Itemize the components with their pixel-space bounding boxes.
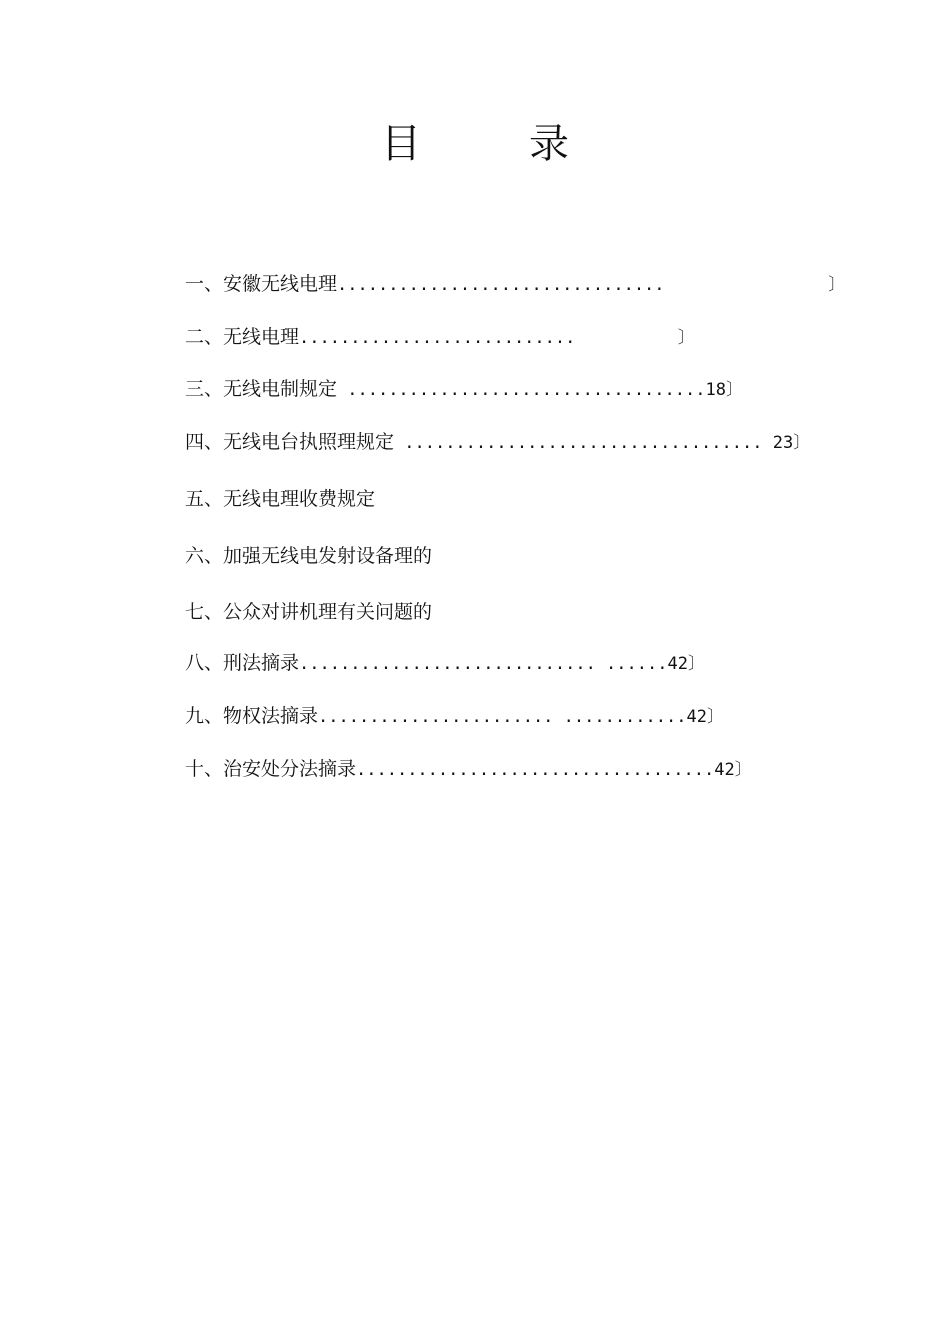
toc-entry-text: 一、安徽无线电理 (185, 273, 338, 295)
toc-entry-leader: ........................... (299, 328, 678, 348)
toc-entry-text: 五、无线电理收费规定 (185, 488, 376, 510)
toc-entry-leader: ................................... (394, 433, 773, 453)
toc-entry-leader: ............................. ...... (299, 654, 668, 674)
toc-entry-page: 42〕 (714, 760, 752, 780)
toc-entry-6[interactable] (185, 543, 432, 570)
toc-entry-page: 18〕 (705, 380, 743, 400)
toc-entry-7[interactable] (185, 599, 432, 626)
toc-entry-leader: ................................... (356, 760, 715, 780)
toc-entry-leader: ................................... (337, 380, 706, 400)
toc-entry-8[interactable] (185, 650, 705, 677)
toc-entry-page: 〕 (828, 275, 846, 295)
toc-entry-text: 二、无线电理 (185, 326, 300, 348)
toc-entry-page: 23〕 (772, 433, 811, 453)
toc-entry-leader: ....................... ............ (318, 707, 687, 727)
toc-entry-page: 〕 (677, 328, 695, 348)
toc-entry-text: 七、公众对讲机理有关问题的 (185, 601, 433, 623)
toc-entry-text: 三、无线电制规定 (185, 378, 338, 400)
toc-entry-3[interactable] (185, 376, 743, 403)
page-title: 目 录 (381, 121, 603, 167)
toc-entry-text: 六、加强无线电发射设备理的 (185, 545, 433, 567)
toc-entry-9[interactable] (185, 703, 724, 730)
toc-entry-2[interactable] (185, 324, 695, 351)
toc-entry-page: 42〕 (686, 707, 724, 727)
toc-entry-text: 四、无线电台执照理规定 (185, 431, 395, 453)
toc-entry-5[interactable] (185, 486, 375, 513)
toc-entry-leader: ................................ (337, 275, 829, 295)
toc-entry-4[interactable] (185, 429, 810, 456)
toc-entry-text: 九、物权法摘录 (185, 705, 319, 727)
toc-entry-text: 八、刑法摘录 (185, 652, 300, 674)
toc-entry-text: 十、治安处分法摘录 (185, 758, 357, 780)
toc-entry-page: 42〕 (667, 654, 705, 674)
toc-entry-1[interactable] (185, 271, 845, 298)
toc-entry-10[interactable] (185, 756, 752, 783)
